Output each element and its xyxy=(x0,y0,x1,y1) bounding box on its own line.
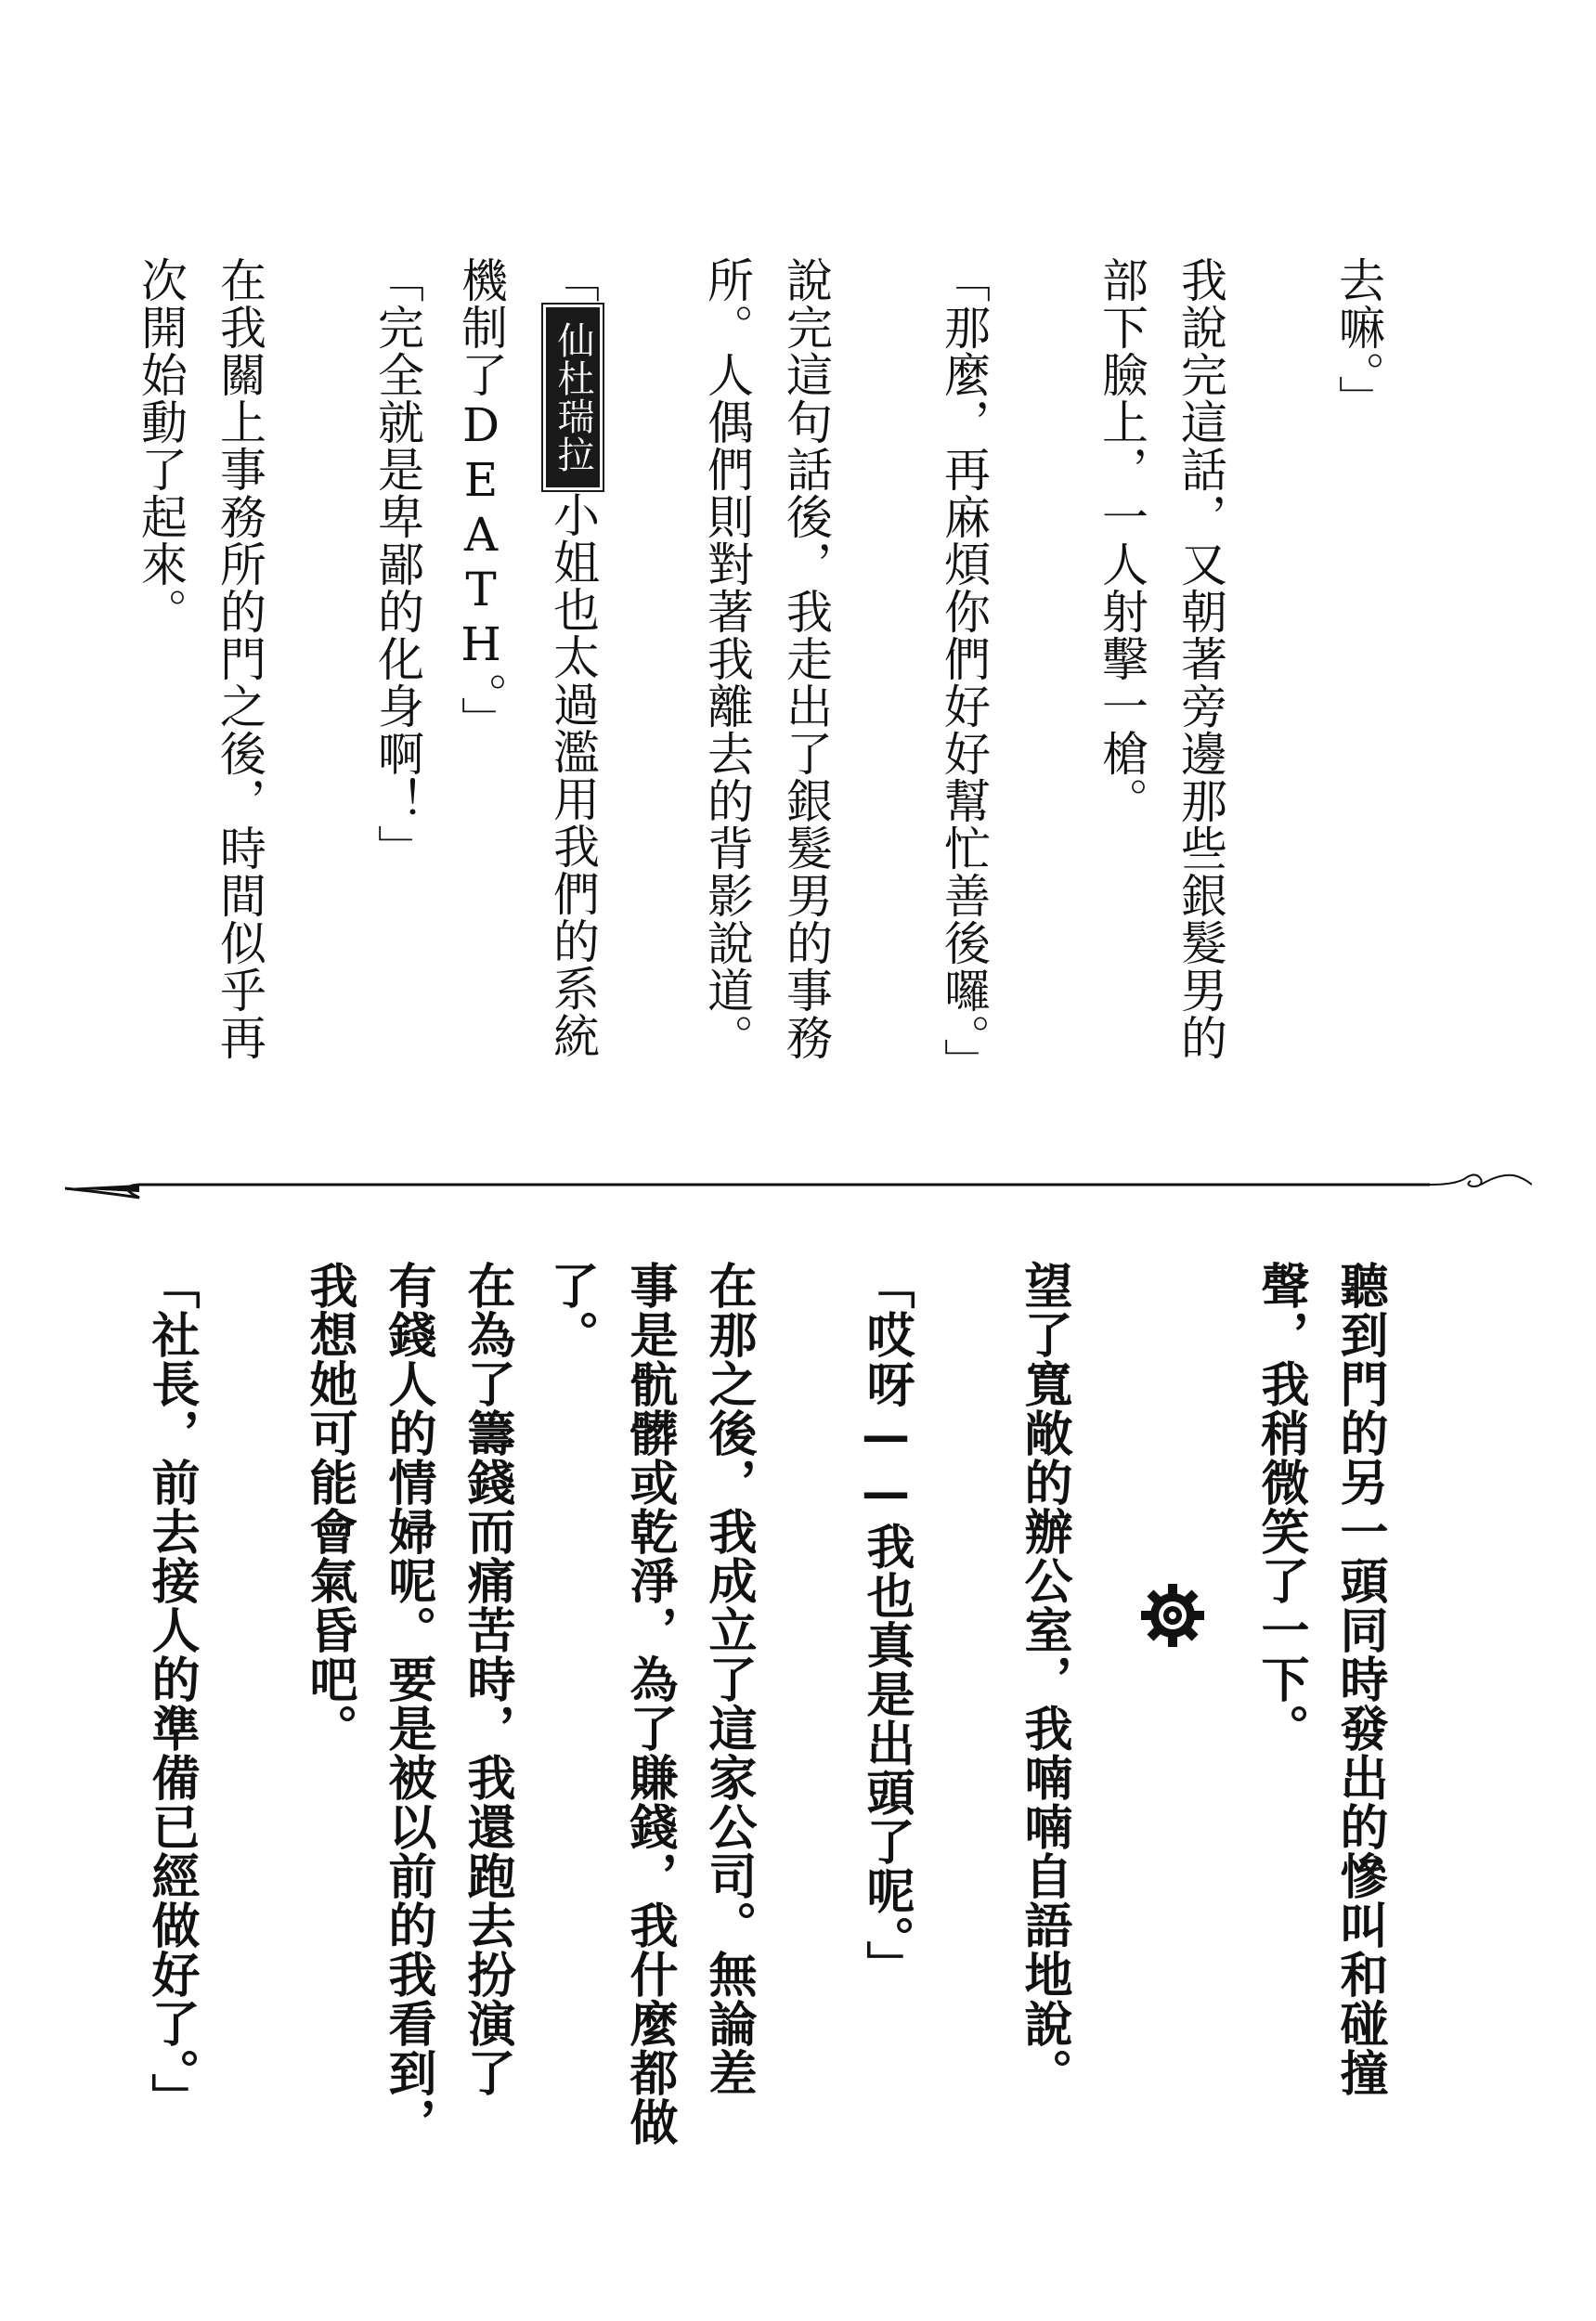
upper-column-3: 部下臉上，一人射擊一槍。 xyxy=(1095,256,1148,824)
lower-column-6: 事是骯髒或乾淨，為了賺錢，我什麼都做 xyxy=(621,1261,677,2146)
upper-column-5: 說完這句話後，我走出了銀髮男的事務 xyxy=(779,256,833,1061)
lower-column-3: 望了寬敞的辦公室，我喃喃自語地說。 xyxy=(1016,1261,1071,2097)
gear-icon xyxy=(1140,1583,1205,1648)
upper-column-1: 去嘛。」 xyxy=(1331,256,1385,422)
upper-column-6: 所。人偶們則對著我離去的背影說道。 xyxy=(700,256,754,1061)
lower-column-11: 「社長，前去接人的準備已經做好了。」 xyxy=(143,1261,199,2122)
lower-column-10: 我想她可能會氣昏吧。 xyxy=(301,1261,357,1753)
upper-column-2: 我說完這話，又朝著旁邊那些銀髮男的 xyxy=(1174,256,1227,1061)
lower-column-8: 在為了籌錢而痛苦時，我還跑去扮演了 xyxy=(459,1261,514,2097)
lower-column-7: 了。 xyxy=(542,1261,598,1359)
upper-column-7 xyxy=(546,256,600,1185)
lower-column-5: 在那之後，我成立了這家公司。無論差 xyxy=(700,1261,756,2097)
lower-column-2: 聲，我稍微笑了一下。 xyxy=(1252,1261,1308,1753)
lower-column-4: 「哎呀——我也真是出頭了呢。」 xyxy=(858,1261,914,1990)
upper-column-10: 在我關上事務所的門之後，時間似乎再 xyxy=(213,256,266,1061)
upper-column-4: 「那麼，再麻煩你們好好幫忙善後囉。」 xyxy=(937,256,991,1085)
quote-open: 「 xyxy=(546,256,600,304)
lower-column-9: 有錢人的情婦呢。要是被以前的我看到， xyxy=(380,1261,435,2146)
name-label-cinderella: 仙杜瑞拉 xyxy=(546,307,600,487)
lower-column-1: 聽到門的另一頭同時發出的慘叫和碰撞 xyxy=(1331,1261,1387,2097)
upper-column-9: 「完全就是卑鄙的化身啊！」 xyxy=(370,256,424,872)
upper-column-11: 次開始動了起來。 xyxy=(134,256,188,635)
upper-column-8: 機制了DEATH。」 xyxy=(454,256,508,744)
ornamental-divider xyxy=(65,1172,1532,1209)
upper-column-7-text: 小姐也太過濫用我們的系統 xyxy=(546,491,600,1059)
